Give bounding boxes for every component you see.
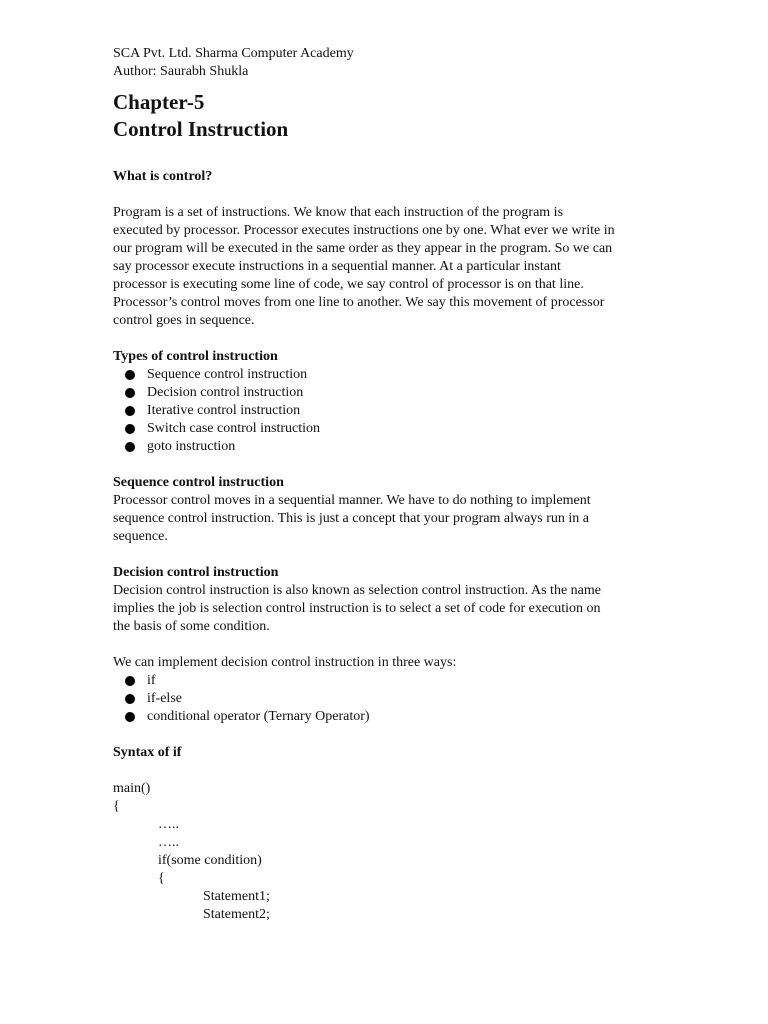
bullet-icon (125, 694, 135, 704)
list-item (113, 690, 673, 708)
bullet-icon (125, 424, 135, 434)
decision-paragraph (113, 582, 673, 636)
bullet-icon (125, 676, 135, 686)
paragraph-line: Decision control instruction is also known as selection control instruction. As the name (113, 583, 601, 598)
paragraph-line: say processor execute instructions in a sequential manner. At a particular instant (113, 259, 561, 274)
code-line: ….. (158, 817, 179, 832)
list-item (113, 672, 673, 690)
types-list (113, 366, 673, 456)
paragraph-line: Program is a set of instructions. We know that each instruction of the program is (113, 205, 564, 220)
list-item-label: Decision control instruction (147, 385, 304, 400)
bullet-icon (125, 406, 135, 416)
decision-ways-list (113, 672, 673, 726)
bullet-icon (125, 388, 135, 398)
chapter-number: Chapter-5 (113, 90, 205, 114)
bullet-icon (125, 712, 135, 722)
code-line: { (158, 871, 165, 886)
paragraph-line: control goes in sequence. (113, 313, 255, 328)
decision-ways-intro: We can implement decision control instruction in three ways: (113, 655, 457, 670)
code-line: main() (113, 781, 151, 796)
chapter-title: Control Instruction (113, 117, 289, 141)
paragraph-line: Processor control moves in a sequential manner. We have to do nothing to implement (113, 493, 591, 508)
decision-heading: Decision control instruction (113, 565, 279, 580)
list-item (113, 708, 673, 726)
list-item (113, 420, 673, 438)
list-item-label: if (147, 673, 156, 688)
types-heading: Types of control instruction (113, 349, 278, 364)
header-company: SCA Pvt. Ltd. Sharma Computer Academy (113, 46, 354, 61)
syntax-if-heading: Syntax of if (113, 745, 182, 760)
paragraph-line: the basis of some condition. (113, 619, 270, 634)
list-item (113, 366, 673, 384)
paragraph-line: Processor’s control moves from one line to another. We say this movement of processor (113, 295, 605, 310)
paragraph-line: sequence. (113, 529, 168, 544)
paragraph-line: implies the job is selection control instruction is to select a set of code for execution on (113, 601, 601, 616)
list-item-label: conditional operator (Ternary Operator) (147, 709, 370, 724)
list-item (113, 402, 673, 420)
bullet-icon (125, 442, 135, 452)
code-line: Statement1; (203, 889, 270, 904)
document-page (113, 45, 673, 924)
code-line: if(some condition) (158, 853, 262, 868)
syntax-if-code-block (113, 780, 673, 924)
list-item-label: goto instruction (147, 439, 236, 454)
sequence-heading: Sequence control instruction (113, 475, 284, 490)
list-item (113, 384, 673, 402)
code-line: Statement2; (203, 907, 270, 922)
paragraph-line: sequence control instruction. This is just a concept that your program always run in a (113, 511, 590, 526)
list-item (113, 438, 673, 456)
what-is-control-heading: What is control? (113, 169, 213, 184)
paragraph-line: executed by processor. Processor executes instructions one by one. What ever we write in (113, 223, 615, 238)
what-is-control-paragraph (113, 204, 673, 330)
header-author: Author: Saurabh Shukla (113, 64, 249, 79)
paragraph-line: processor is executing some line of code, we say control of processor is on that line. (113, 277, 584, 292)
bullet-icon (125, 370, 135, 380)
code-line: { (113, 799, 120, 814)
sequence-paragraph (113, 492, 673, 546)
list-item-label: Sequence control instruction (147, 367, 308, 382)
list-item-label: Switch case control instruction (147, 421, 321, 436)
code-line: ….. (158, 835, 179, 850)
paragraph-line: our program will be executed in the same order as they appear in the program. So we can (113, 241, 613, 256)
list-item-label: if-else (147, 691, 182, 706)
list-item-label: Iterative control instruction (147, 403, 301, 418)
